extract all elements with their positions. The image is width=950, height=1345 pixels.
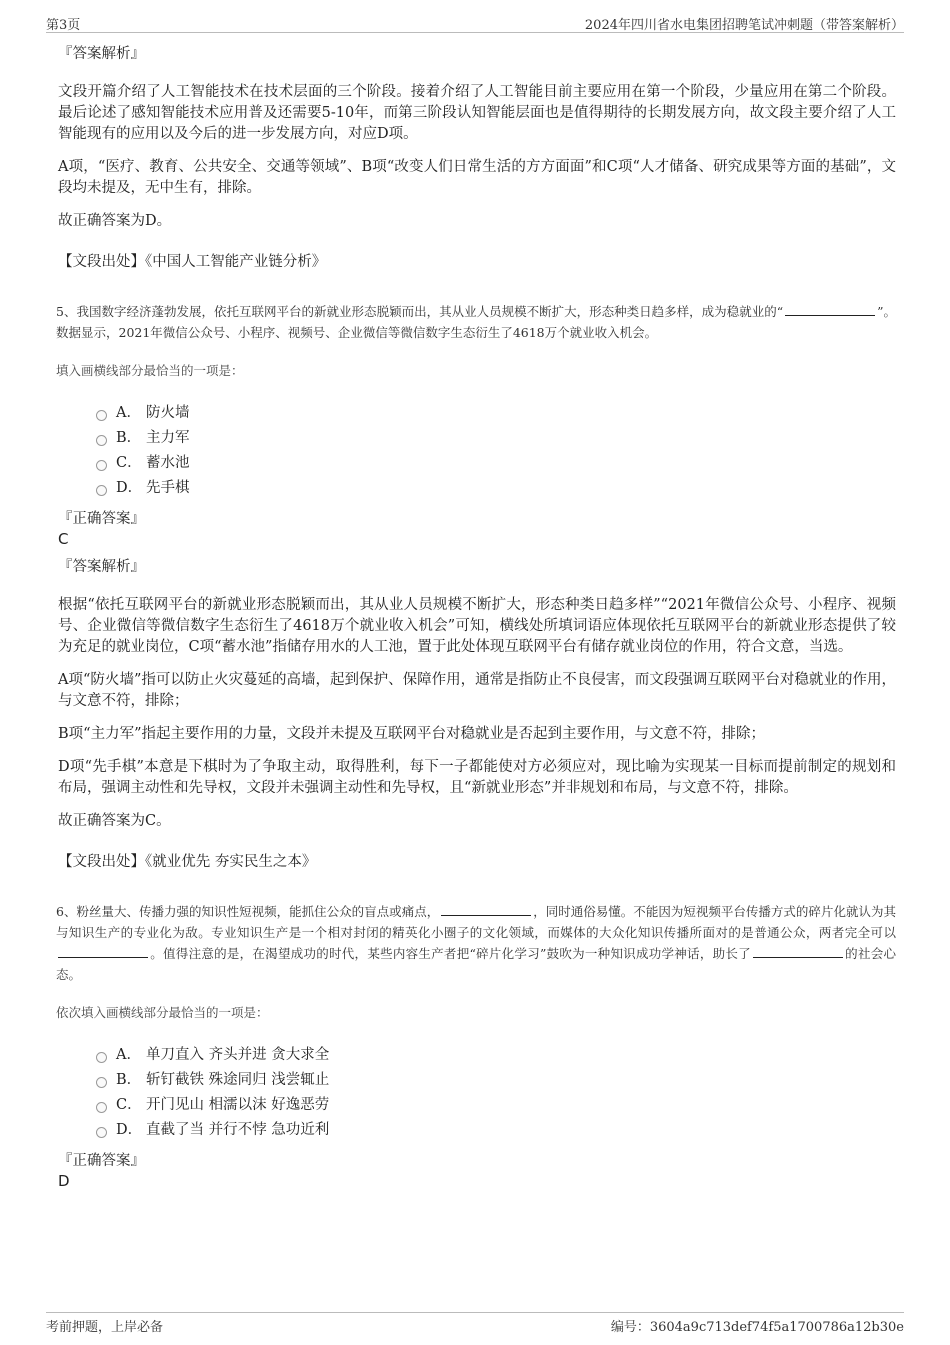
option-letter: D． xyxy=(116,480,143,496)
analysis-paragraph: A项“防火墙”指可以防止火灾蔓延的高墙，起到保护、保障作用，通常是指防止不良侵害，而文段强调互联网平台对稳就业的作用，与文意不符，排除； xyxy=(58,672,896,709)
option-text: 蓄水池 xyxy=(146,455,190,471)
footer-slogan: 考前押题，上岸必备 xyxy=(46,1320,164,1335)
page-content xyxy=(56,40,896,1191)
option-c[interactable] xyxy=(96,1093,896,1118)
document-serial: 编号：3604a9c713def74f5a1700786a12b30e xyxy=(610,1320,904,1335)
analysis-heading: 『答案解析』 xyxy=(58,559,145,575)
question-6-text: ，同时通俗易懂。不能因为短视频平台传播方式的碎片化就认为其与知识生产的专业化为敌。专业知识生产是一个相对封闭的精英化小圈子的文化领域，而媒体的大众化知识传播所面对的是普通公众，两者完全可以 xyxy=(56,904,896,940)
fill-blank xyxy=(785,301,875,316)
option-text: 斩钉截铁 殊途同归 浅尝辄止 xyxy=(146,1072,330,1088)
option-letter: B． xyxy=(116,1072,142,1088)
option-a[interactable] xyxy=(96,401,896,426)
option-a[interactable] xyxy=(96,1043,896,1068)
radio-icon[interactable] xyxy=(96,435,107,446)
question-6-prompt: 依次填入画横线部分最恰当的一项是： xyxy=(56,1005,269,1020)
radio-icon[interactable] xyxy=(96,1127,107,1138)
page-header xyxy=(46,12,904,33)
analysis-paragraph: D项“先手棋”本意是下棋时为了争取主动，取得胜利，每下一子都能使对方必须应对，现比喻为实现某一目标而提前制定的规划和布局，强调主动性和先导权，文段并未强调主动性和先导权，且“新就业形态”并非规划和布局，与文意不符，排除。 xyxy=(58,759,896,796)
correct-answer-heading: 『正确答案』 xyxy=(58,1153,145,1169)
question-5-text: ”。数据显示，2021年微信公众号、小程序、视频号、企业微信等微信数字生态衍生了4618万个就业收入机会。 xyxy=(56,304,896,340)
option-letter: A． xyxy=(116,1047,141,1063)
question-5-text: 5、我国数字经济蓬勃发展，依托互联网平台的新就业形态脱颖而出，其从业人员规模不断扩大，形态种类日趋多样，成为稳就业的“ xyxy=(56,304,784,319)
option-text: 主力军 xyxy=(146,430,190,446)
radio-icon[interactable] xyxy=(96,460,107,471)
source-citation: 【文段出处】《就业优先 夯实民生之本》 xyxy=(58,854,317,870)
option-d[interactable] xyxy=(96,1118,896,1143)
option-b[interactable] xyxy=(96,426,896,451)
radio-icon[interactable] xyxy=(96,1077,107,1088)
option-text: 直截了当 并行不悖 急功近利 xyxy=(146,1122,330,1138)
radio-icon[interactable] xyxy=(96,410,107,421)
question-6-text: 的社会心态。 xyxy=(56,946,896,982)
page-footer xyxy=(46,1312,904,1335)
correct-answer: D xyxy=(58,1172,70,1190)
analysis-conclusion: 故正确答案为D。 xyxy=(58,213,172,229)
analysis-heading: 『答案解析』 xyxy=(58,46,145,62)
analysis-paragraph: 文段开篇介绍了人工智能技术在技术层面的三个阶段。接着介绍了人工智能目前主要应用在第一个阶段，少量应用在第二个阶段。最后论述了感知智能技术应用普及还需要5-10年，而第三阶段认知智能层面也是值得期待的长期发展方向，故文段主要介绍了人工智能现有的应用以及今后的进一步发展方向，对应D项。 xyxy=(58,84,896,142)
analysis-paragraph: A项，“医疗、教育、公共安全、交通等领域”、B项“改变人们日常生活的方方面面”和C项“人才储备、研究成果等方面的基础”，文段均未提及，无中生有，排除。 xyxy=(58,159,896,196)
option-letter: A． xyxy=(116,405,141,421)
correct-answer-heading: 『正确答案』 xyxy=(58,511,145,527)
radio-icon[interactable] xyxy=(96,485,107,496)
radio-icon[interactable] xyxy=(96,1052,107,1063)
question-6-text: 。值得注意的是，在渴望成功的时代，某些内容生产者把“碎片化学习”鼓吹为一种知识成功学神话，助长了 xyxy=(150,946,751,961)
option-letter: C． xyxy=(116,1097,142,1113)
page-number: 第3页 xyxy=(46,18,81,33)
option-c[interactable] xyxy=(96,451,896,476)
option-text: 单刀直入 齐头并进 贪大求全 xyxy=(146,1047,330,1063)
analysis-paragraph: 根据“依托互联网平台的新就业形态脱颖而出，其从业人员规模不断扩大，形态种类日趋多样”“2021年微信公众号、小程序、视频号、企业微信等微信数字生态衍生了4618万个就业收入机会”可知，横线处所填词语应体现依托互联网平台的新就业形态提供了较为充足的就业岗位，C项“蓄水池”指储存用水的人工池，置于此处体现互联网平台有储存就业岗位的作用，符合文意，当选。 xyxy=(58,597,896,655)
option-text: 先手棋 xyxy=(146,480,190,496)
question-6-text: 6、粉丝量大、传播力强的知识性短视频，能抓住公众的盲点或痛点， xyxy=(56,904,440,919)
fill-blank xyxy=(753,943,843,958)
option-b[interactable] xyxy=(96,1068,896,1093)
analysis-conclusion: 故正确答案为C。 xyxy=(58,813,171,829)
option-letter: C． xyxy=(116,455,142,471)
question-5-options xyxy=(96,401,896,501)
option-letter: B． xyxy=(116,430,142,446)
fill-blank xyxy=(58,943,148,958)
option-d[interactable] xyxy=(96,476,896,501)
question-6-stem xyxy=(56,901,896,985)
option-letter: D． xyxy=(116,1122,143,1138)
document-title: 2024年四川省水电集团招聘笔试冲刺题（带答案解析） xyxy=(584,18,904,33)
question-5-prompt: 填入画横线部分最恰当的一项是： xyxy=(56,363,244,378)
radio-icon[interactable] xyxy=(96,1102,107,1113)
option-text: 开门见山 相濡以沫 好逸恶劳 xyxy=(146,1097,330,1113)
option-text: 防火墙 xyxy=(146,405,190,421)
fill-blank xyxy=(441,901,531,916)
correct-answer: C xyxy=(58,530,69,548)
analysis-paragraph: B项“主力军”指起主要作用的力量，文段并未提及互联网平台对稳就业是否起到主要作用，与文意不符，排除； xyxy=(58,726,765,742)
source-citation: 【文段出处】《中国人工智能产业链分析》 xyxy=(58,254,327,270)
question-5-stem xyxy=(56,301,896,343)
question-6-options xyxy=(96,1043,896,1143)
